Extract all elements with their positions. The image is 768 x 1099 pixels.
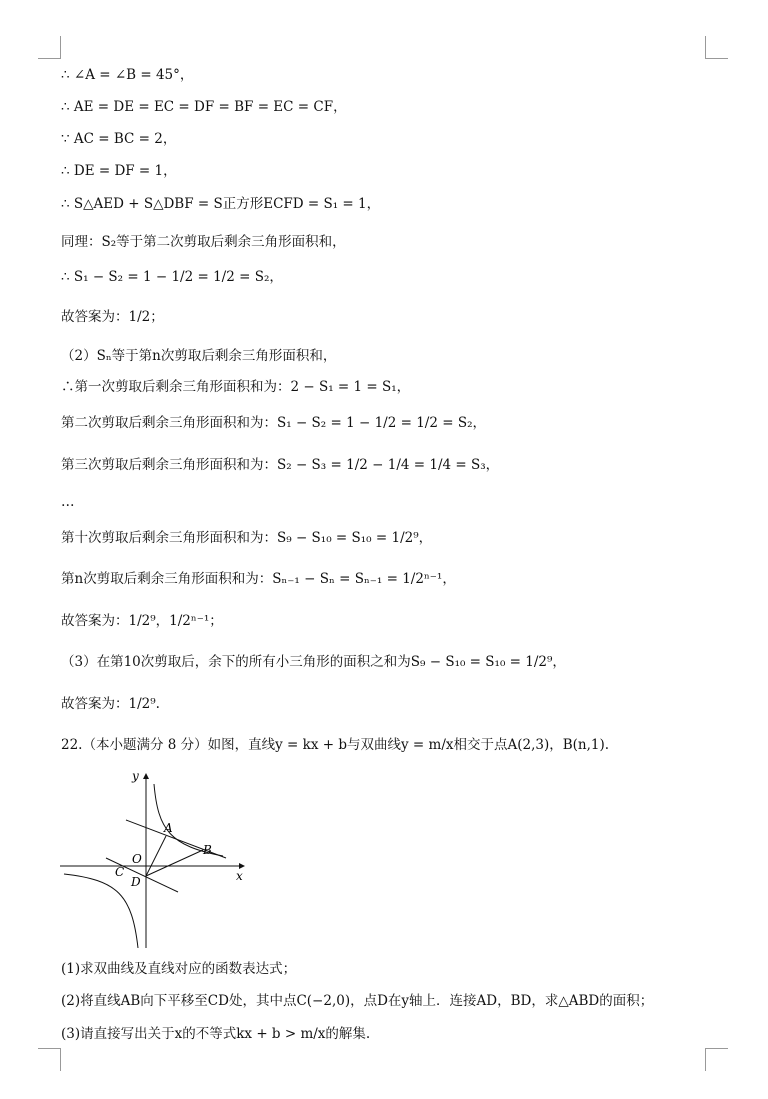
text-line: ∴第一次剪取后剩余三角形面积和为：2 − S₁ = 1 = S₁， bbox=[61, 379, 411, 395]
text-line: （3）在第10次剪取后，余下的所有小三角形的面积之和为S₉ − S₁₀ = S₁₀ = 1/2⁹， bbox=[61, 654, 566, 670]
text-line: 同理：S₂等于第二次剪取后剩余三角形面积和， bbox=[61, 234, 346, 250]
hyperbola-branch-left bbox=[64, 874, 138, 948]
text-line: ∴ S₁ − S₂ = 1 − 1/2 = 1/2 = S₂， bbox=[61, 269, 283, 285]
function-graph bbox=[58, 770, 258, 950]
label-x: x bbox=[236, 869, 243, 883]
corner-mark-top-left bbox=[38, 36, 61, 59]
segment-ad bbox=[146, 836, 166, 876]
text-line: ∴ AE = DE = EC = DF = BF = EC = CF， bbox=[61, 99, 347, 115]
label-o: O bbox=[132, 852, 142, 866]
text-line: … bbox=[61, 494, 75, 510]
text-line: (2)将直线AB向下平移至CD处，其中点C(−2,0)，点D在y轴上．连接AD，BD，求△ABD的面积； bbox=[61, 993, 654, 1009]
text-line: 第三次剪取后剩余三角形面积和为：S₂ − S₃ = 1/2 − 1/4 = 1/4 = S₃， bbox=[61, 457, 500, 473]
text-line: (1)求双曲线及直线对应的函数表达式； bbox=[61, 961, 297, 977]
text-line: 故答案为：1/2； bbox=[61, 309, 164, 325]
text-line: ∴ DE = DF = 1， bbox=[61, 163, 177, 179]
text-line: 故答案为：1/2⁹，1/2ⁿ⁻¹； bbox=[61, 613, 223, 629]
corner-mark-bottom-right bbox=[705, 1048, 728, 1071]
corner-mark-top-right bbox=[705, 36, 728, 59]
segment-bd bbox=[146, 850, 203, 876]
label-d: D bbox=[131, 875, 141, 889]
text-line: (3)请直接写出关于x的不等式kx + b > m/x的解集. bbox=[61, 1026, 371, 1042]
text-line: 第n次剪取后剩余三角形面积和为：Sₙ₋₁ − Sₙ = Sₙ₋₁ = 1/2ⁿ⁻¹， bbox=[61, 571, 456, 587]
label-a: A bbox=[164, 821, 173, 835]
text-line: ∴ ∠A = ∠B = 45°， bbox=[61, 67, 194, 83]
label-c: C bbox=[115, 865, 125, 879]
text-line: （2）Sₙ等于第n次剪取后剩余三角形面积和， bbox=[61, 348, 337, 364]
label-b: B bbox=[203, 843, 212, 857]
hyperbola-branch-right bbox=[154, 784, 223, 856]
corner-mark-bottom-left bbox=[38, 1048, 61, 1071]
text-line: 第十次剪取后剩余三角形面积和为：S₉ − S₁₀ = S₁₀ = 1/2⁹， bbox=[61, 530, 433, 546]
text-line: ∴ S△AED + S△DBF = S正方形ECFD = S₁ = 1， bbox=[61, 196, 381, 212]
text-line: 故答案为：1/2⁹. bbox=[61, 696, 160, 712]
text-line: ∵ AC = BC = 2， bbox=[61, 131, 177, 147]
text-line: 第二次剪取后剩余三角形面积和为：S₁ − S₂ = 1 − 1/2 = 1/2 = S₂， bbox=[61, 415, 486, 431]
label-y: y bbox=[132, 770, 139, 783]
text-line: 22.（本小题满分 8 分）如图，直线y = kx + b与双曲线y = m/x相交于点A(2,3)，B(n,1). bbox=[61, 737, 610, 753]
